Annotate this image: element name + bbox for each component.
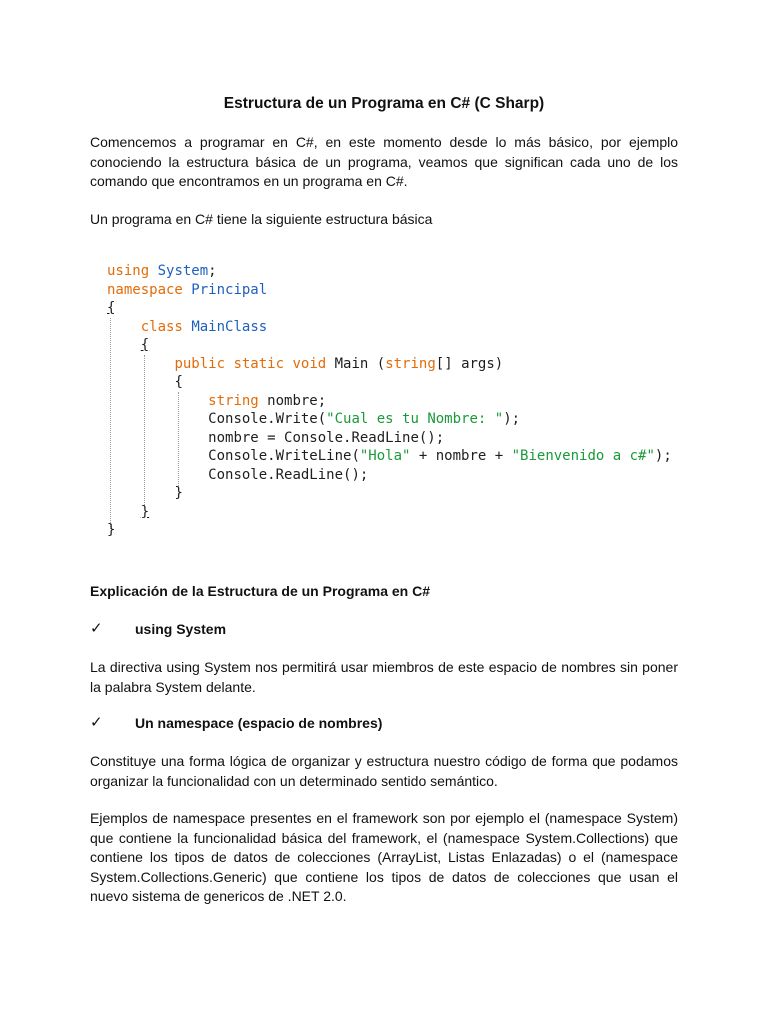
lead-paragraph: Un programa en C# tiene la siguiente estructura básica [90,211,433,227]
item-using-system-label: using System [135,621,227,637]
code-type: System [157,263,209,279]
examples-paragraph: Ejemplos de namespace presentes en el framework son por ejemplo el (namespace System) que contiene la funcionalidad básica del framework, el (namespace System.Collections) que contiene los tipos de datos de colecciones (ArrayList, Listas Enlazadas) o el (namespace System.Collections.Generic) que contiene los tipos de datos de colecciones que usan el nuevo sistema de genericos de .NET 2.0. [90,810,678,904]
code-line-close-class [107,503,707,522]
code-keyword: void [292,355,327,372]
code-keyword: class [140,318,183,335]
item-using-system-text: La directiva using System nos permitirá usar miembros de este espacio de nombres sin poner la palabra System delante. [90,659,678,695]
code-text: ; [208,263,217,279]
code-keyword: string [208,392,259,409]
document-title: Estructura de un Programa en C# (C Sharp) [223,95,545,112]
code-brace: } [174,485,183,501]
code-text: Console.ReadLine(); [208,466,369,483]
code-text: Console.Write( [208,411,327,427]
code-brace: { [140,337,150,353]
explanation-heading: Explicación de la Estructura de un Programa en C# [90,583,430,599]
code-text: nombre = Console.ReadLine(); [208,429,445,446]
code-keyword: public [174,355,226,372]
code-line-open-class [107,336,707,355]
intro-paragraph: Comencemos a programar en C#, en este momento desde lo más básico, por ejemplo conociendo la estructura básica de un programa, veamos que significan cada uno de los comando que encontramos en un programa en C#. [90,134,678,189]
code-brace: { [107,300,116,316]
code-keyword: namespace [107,281,183,298]
code-keyword: static [233,355,285,372]
code-text: [] args) [435,355,504,372]
code-line-open-namespace [107,299,707,318]
code-string: "Cual es tu Nombre: " [326,411,504,427]
code-type: Principal [191,281,268,298]
code-string: "Hola" [359,448,411,464]
checkmark-icon: ✓ [90,620,103,637]
code-text: Main ( [326,355,386,372]
code-text: Console.WriteLine( [208,448,360,464]
code-line-using [107,262,707,281]
code-brace: } [107,522,116,538]
code-keyword: string [385,355,436,372]
code-text: nombre; [258,392,327,409]
checkmark-icon: ✓ [90,714,103,731]
code-line-readline-call [107,466,707,485]
item-namespace-label: Un namespace (espacio de nombres) [135,715,383,731]
code-line-declare [107,392,707,411]
item-namespace-text: Constituye una forma lógica de organizar y estructura nuestro código de forma que podamos organizar la funcionalidad con un determinado sentido semántico. [90,753,678,789]
code-line-writeline [107,447,707,466]
code-line-close-namespace [107,521,707,540]
code-type: MainClass [191,318,268,335]
code-text: ); [503,411,521,427]
code-line-class [107,318,707,337]
code-block [107,262,707,540]
code-keyword: using [107,263,150,279]
code-line-readline-assign [107,429,707,448]
code-brace: { [174,374,183,390]
code-line-close-main [107,484,707,503]
code-line-main [107,355,707,374]
code-line-write [107,410,707,429]
code-line-namespace [107,281,707,300]
code-text: + nombre + [410,448,512,464]
code-text: ); [654,448,672,464]
code-brace: } [140,503,150,520]
code-line-open-main [107,373,707,392]
code-string: "Bienvenido a c#" [511,448,655,464]
